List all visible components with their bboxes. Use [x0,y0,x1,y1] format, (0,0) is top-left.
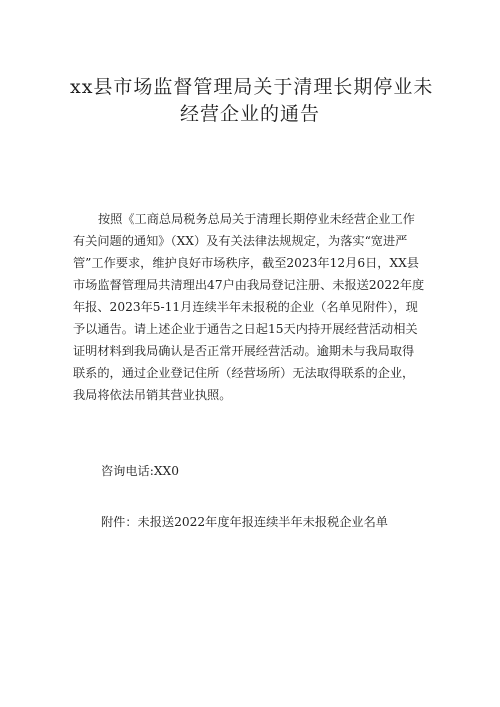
body-line-7: 证明材料到我局确认是否正常开展经营活动。逾期未与我局取得 [73,344,415,358]
contact-phone: 咨询电话:XX0 [101,464,179,478]
body-line-9: 我局将依法吊销其营业执照。 [73,388,232,402]
body-line-8: 联系的，通过企业登记住所（经营场所）无法取得联系的企业， [73,366,415,380]
body-line-5: 年报、2023年5-11月连续半年未报税的企业（名单见附件），现 [73,300,418,314]
notice-body [73,208,431,406]
title-line-1: xx县市场监督管理局关于清理长期停业未 [70,76,434,98]
title-line-2: 经营企业的通告 [179,103,320,125]
body-line-3: 管”工作要求，维护良好市场秩序，截至2023年12月6日，XX县 [73,256,419,270]
body-line-4: 市场监督管理局共清理出47户由我局登记注册、未报送2022年度 [73,278,425,292]
body-line-6: 予以通告。请上述企业于通告之日起15天内持开展经营活动相关 [73,322,418,336]
attachment-note: 附件：未报送2022年度年报连续半年未报税企业名单 [101,515,388,529]
body-line-1: 按照《工商总局税务总局关于清理长期停业未经营企业工作 [98,212,415,226]
notice-title [70,74,434,128]
body-line-2: 有关问题的通知》（XX）及有关法律法规规定，为落实“宽进严 [73,234,408,248]
